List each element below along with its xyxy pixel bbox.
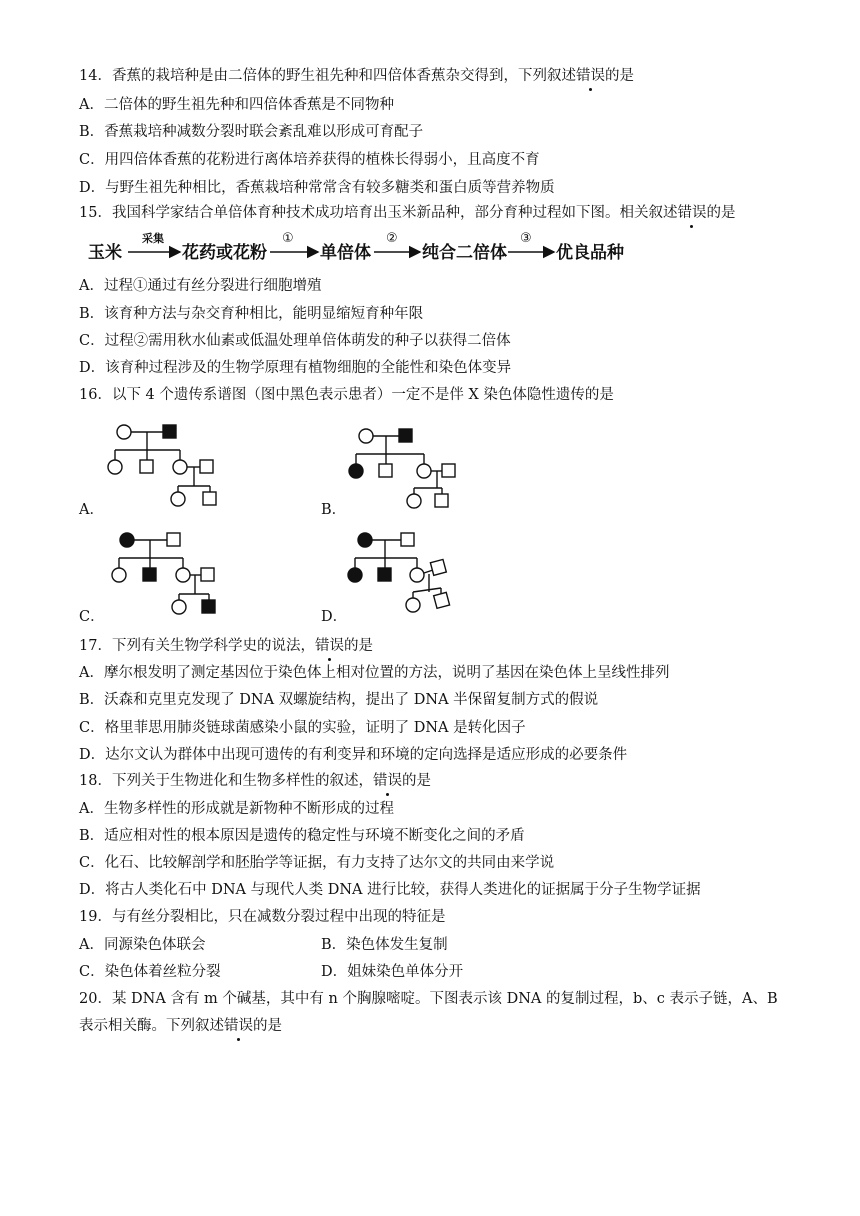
q18-stem: 18．下列关于生物进化和生物多样性的叙述，错误的是 (79, 773, 431, 789)
emphasis-mark: 错误 (677, 205, 707, 221)
q14-stem: 14．香蕉的栽培种是由二倍体的野生祖先种和四倍体香蕉杂交得到，下列叙述错误的是 (79, 68, 634, 84)
q14-option-d: D．与野生祖先种相比，香蕉栽培种常常含有较多糖类和蛋白质等营养物质 (79, 180, 555, 196)
pedigree-d-label: D． (321, 609, 348, 625)
q19-option-a: A．同源染色体联会 (79, 937, 206, 953)
pedigree-a (100, 420, 230, 515)
breeding-flow-diagram (84, 228, 624, 268)
q17-option-c: C．格里菲思用肺炎链球菌感染小鼠的实验，证明了 DNA 是转化因子 (79, 720, 526, 736)
q18-option-d: D．将古人类化石中 DNA 与现代人类 DNA 进行比较，获得人类进化的证据属于分子生物学证据 (79, 882, 701, 898)
q17-stem: 17．下列有关生物学科学史的说法，错误的是 (79, 638, 373, 654)
q14-option-a: A．二倍体的野生祖先种和四倍体香蕉是不同物种 (79, 97, 394, 113)
pedigree-c (105, 528, 235, 623)
flow-node-haploid: 单倍体 (320, 243, 371, 263)
flow-arrow-label-collect: 采集 (142, 232, 164, 245)
q19-option-b: B．染色体发生复制 (321, 937, 448, 953)
flow-arrow-label-1: ① (282, 231, 294, 246)
q17-option-a: A．摩尔根发明了测定基因位于染色体上相对位置的方法，说明了基因在染色体上呈线性排列 (79, 665, 670, 681)
flow-node-anther-pollen: 花药或花粉 (182, 243, 267, 263)
q18-option-b: B．适应相对性的根本原因是遗传的稳定性与环境不断变化之间的矛盾 (79, 828, 525, 844)
flow-node-fine-variety: 优良品种 (556, 243, 624, 263)
pedigree-a-label: A． (79, 502, 104, 518)
q18-option-c: C．化石、比较解剖学和胚胎学等证据，有力支持了达尔文的共同由来学说 (79, 855, 555, 871)
q20-stem-line2: 表示相关酶。下列叙述错误的是 (79, 1018, 282, 1034)
q17-option-b: B．沃森和克里克发现了 DNA 双螺旋结构，提出了 DNA 半保留复制方式的假说 (79, 692, 599, 708)
pedigree-d (343, 528, 473, 623)
flow-arrow-label-3: ③ (520, 231, 532, 246)
pedigree-b-label: B． (321, 502, 347, 518)
emphasis-mark: 错误 (224, 1018, 253, 1034)
pedigree-b (342, 424, 472, 519)
q17-option-d: D．达尔文认为群体中出现可遗传的有利变异和环境的定向选择是适应形成的必要条件 (79, 747, 628, 763)
flow-arrow-label-2: ② (386, 231, 398, 246)
flow-node-homozygous-diploid: 纯合二倍体 (422, 243, 507, 263)
emphasis-mark: 错误 (575, 68, 605, 84)
q15-stem: 15．我国科学家结合单倍体育种技术成功培育出玉米新品种，部分育种过程如下图。相关叙述错误的是 (79, 205, 736, 221)
q19-option-c: C．染色体着丝粒分裂 (79, 964, 221, 980)
q18-option-a: A．生物多样性的形成就是新物种不断形成的过程 (79, 801, 394, 817)
q16-stem: 16．以下 4 个遗传系谱图（图中黑色表示患者）一定不是伴 X 染色体隐性遗传的是 (79, 387, 614, 403)
q15-option-c: C．过程②需用秋水仙素或低温处理单倍体萌发的种子以获得二倍体 (79, 333, 511, 349)
flow-node-corn: 玉米 (88, 243, 122, 263)
q15-option-a: A．过程①通过有丝分裂进行细胞增殖 (79, 278, 322, 294)
pedigree-c-label: C． (79, 609, 105, 625)
emphasis-mark: 错误 (314, 638, 344, 654)
q20-stem-line1: 20．某 DNA 含有 m 个碱基，其中有 n 个胸腺嘧啶。下图表示该 DNA 的复制过程，b、c 表示子链，A、B (79, 991, 778, 1007)
q14-option-b: B．香蕉栽培种减数分裂时联会紊乱难以形成可育配子 (79, 124, 424, 140)
q15-option-d: D．该育种过程涉及的生物学原理有植物细胞的全能性和染色体变异 (79, 360, 512, 376)
q19-option-d: D．姐妹染色单体分开 (321, 964, 464, 980)
emphasis-mark: 错误 (372, 773, 402, 789)
q15-option-b: B．该育种方法与杂交育种相比，能明显缩短育种年限 (79, 306, 424, 322)
q19-stem: 19．与有丝分裂相比，只在减数分裂过程中出现的特征是 (79, 909, 446, 925)
q14-option-c: C．用四倍体香蕉的花粉进行离体培养获得的植株长得弱小，且高度不育 (79, 152, 540, 168)
